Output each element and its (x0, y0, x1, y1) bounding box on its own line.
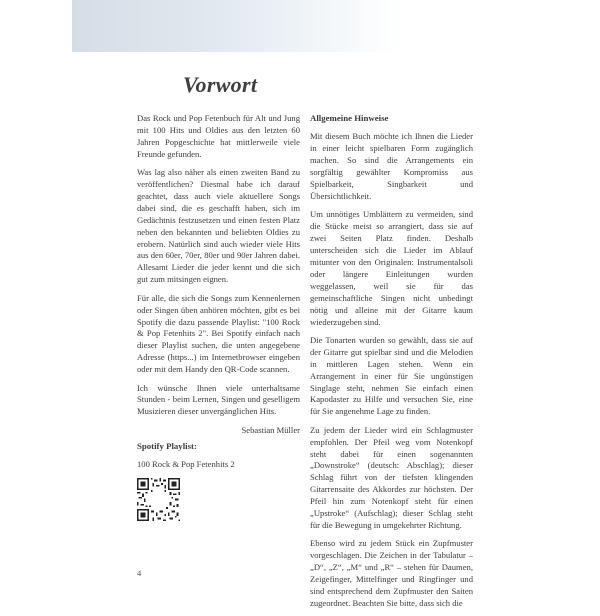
notes-paragraph-4: Zu jedem der Lieder wird ein Schlagmuster empfohlen. Der Pfeil weg vom Notenkopf steht dabei für einen sogenannten „Downstroke“ (deutsch: Abschlag); dieser Schlag führt von der tiefsten klingenden Gitarrensaite des Akkordes zur höchsten. Der Pfeil hin zum Notenkopf steht für einen „Upstroke“ (Aufschlag); dieser Schlag steht für die Bewegung in umgekehrter Richtung. (310, 424, 473, 530)
author-signature: Sebastian Müller (241, 424, 300, 435)
notes-paragraph-3: Die Tonarten wurden so gewählt, dass sie auf der Gitarre gut spielbar sind und die Melodien in mittleren Lagen stehen. Wenn ein Arrangement in einer für Sie ungünstigen Singlage steht, nehmen Sie einfach einen Kapodaster zu Hilfe und versuchen Sie, eine für Sie angenehme Lage zu finden. (310, 334, 473, 417)
notes-paragraph-2: Um unnötiges Umblättern zu vermeiden, sind die Stücke meist so arrangiert, dass sie auf zwei Seiten Platz finden. Deshalb unterscheiden sich die Lieder im Ablauf mitunter von den Originalen: Instrumentalsoli oder längere Einleitungen wurden weggelassen, weil sie für das gemeinschaftliche Singen nicht unbedingt nötig und alleine mit der Gitarre kaum wiederzugeben sind. (310, 209, 473, 327)
notes-paragraph-1: Mit diesem Buch möchte ich Ihnen die Lieder in einer leicht spielbaren Form zugänglich machen. So sind die Arrangements ein sorgfältig gewählter Kompromiss aus Spielbarkeit, Singbarkeit und Übersichtlichkeit. (310, 131, 473, 201)
right-column (310, 113, 473, 616)
intro-paragraph-3: Für alle, die sich die Songs zum Kennenlernen oder Singen üben anhören möchten, gibt es bei Spotify die dazu passende Playlist: "100 Rock & Pop Fetenhits 2". Bei Spotify einfach nach dieser Playlist suchen, die unten angegebene Adresse (https...) im Internetbrowser eingeben oder mit dem Handy den QR-Code scannen. (137, 292, 300, 375)
page-number: 4 (137, 568, 142, 578)
spotify-heading: Spotify Playlist: (137, 441, 197, 451)
playlist-name: 100 Rock & Pop Fetenhits 2 (137, 459, 235, 469)
left-column (137, 113, 300, 443)
header-band (72, 0, 402, 52)
notes-paragraph-5: Ebenso wird zu jedem Stück ein Zupfmuster vorgeschlagen. Die Zeichen in der Tabulatur – „D“, „Z“, „M“ und „R“ – stehen für Daumen, Zeigefinger, Mittelfinger und Ringfinger und sind entsprechend dem Zupfmuster den Saiten zugeordnet. Beachten Sie bitte, dass sich die (310, 538, 473, 608)
intro-paragraph-1: Das Rock und Pop Fetenbuch für Alt und Jung mit 100 Hits und Oldies aus den letzten 60 Jahren Popgeschichte hat mittlerweile viele Freunde gefunden. (137, 113, 300, 159)
page-title: Vorwort (183, 72, 258, 97)
spotify-section (137, 440, 300, 470)
intro-paragraph-2: Was lag also näher als einen zweiten Band zu veröffentlichen? Diesmal habe ich darauf geachtet, dass auch viele aktuellere Songs dabei sind, die es geschafft haben, sich im Gedächtnis festzusetzen und einen festen Platz neben den bekannten und beliebten Oldies zu erobern. Natürlich sind auch wieder viele Hits aus den 60er, 70er, 80er und 90er Jahren dabei. Allesamt Lieder die jeder kennt und die sich gut zum mitsingen eignen. (137, 167, 300, 285)
qr-code-icon[interactable] (137, 478, 180, 521)
section-heading: Allgemeine Hinweise (310, 113, 389, 123)
intro-paragraph-4: Ich wünsche Ihnen viele unterhaltsame Stunden - beim Lernen, Singen und geselligem Musizieren dieser unvergänglichen Hits. (137, 382, 300, 417)
